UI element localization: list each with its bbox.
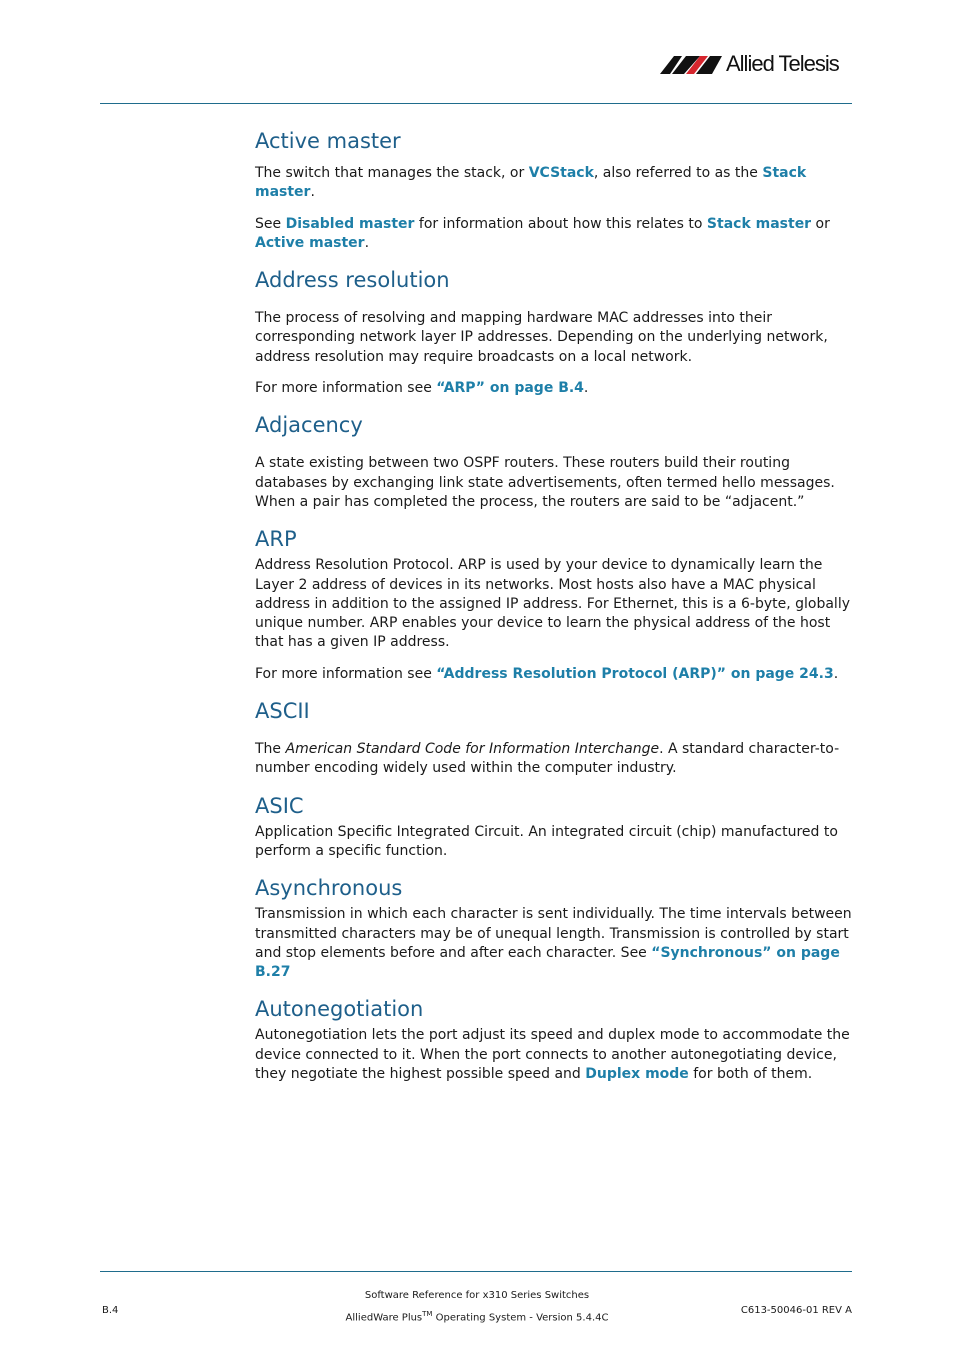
link-active-master[interactable]: Active master xyxy=(255,234,365,251)
paragraph xyxy=(255,665,855,684)
paragraph xyxy=(255,215,855,254)
text: For more information see xyxy=(255,380,437,397)
text: Operating System - Version 5.4.4C xyxy=(432,1312,609,1324)
paragraph xyxy=(255,905,855,982)
brand-name: Allied Telesis xyxy=(726,51,839,76)
link-stack-master[interactable]: Stack master xyxy=(255,165,807,201)
text: Autonegotiation lets the port adjust its speed and duplex mode to accommodate the device connected to it. When the port connects to another autonegotiating device, they negotiate the highest possible speed and xyxy=(255,1027,850,1083)
glossary-content xyxy=(255,126,855,1096)
brand-mark-icon xyxy=(660,54,722,74)
link-arp[interactable]: “ARP” on page B.4 xyxy=(436,380,584,397)
footer-doc-title: Software Reference for x310 Series Switches xyxy=(364,1290,590,1301)
paragraph: The process of resolving and mapping hardware MAC addresses into their corresponding network layer IP addresses. Depending on the underlying network, address resolution may require broadcasts on a local network. xyxy=(255,310,828,365)
text: for both of them. xyxy=(688,1066,813,1083)
paragraph xyxy=(255,379,855,398)
text: or xyxy=(811,215,830,232)
heading-arp: ARP xyxy=(255,527,297,552)
text: See xyxy=(255,215,286,232)
text: . A standard character-to-number encoding widely used within the computer industry. xyxy=(255,741,840,777)
trademark: TM xyxy=(422,1310,433,1318)
heading-active-master: Active master xyxy=(255,129,401,153)
text: The switch that manages the stack, or xyxy=(255,165,529,181)
header-rule xyxy=(100,103,852,104)
section-arp xyxy=(255,524,855,684)
paragraph xyxy=(255,164,855,203)
section-asic xyxy=(255,791,855,862)
heading-asynchronous: Asynchronous xyxy=(255,876,403,901)
text: , also referred to as the xyxy=(593,165,763,181)
link-vcstack[interactable]: VCStack xyxy=(528,165,594,181)
section-asynchronous xyxy=(255,873,855,982)
paragraph: A state existing between two OSPF routers. These routers build their routing databases by exchanging link state advertisements, often termed hello messages. When a pair has completed the process, the routers are said to be “adjacent.” xyxy=(255,455,835,510)
footer-rule xyxy=(100,1271,852,1272)
text: AlliedWare Plus xyxy=(345,1312,423,1324)
text: . xyxy=(310,184,315,201)
heading-asic: ASIC xyxy=(255,793,304,818)
paragraph xyxy=(255,1026,855,1084)
heading-ascii: ASCII xyxy=(255,699,310,724)
heading-address-resolution: Address resolution xyxy=(255,268,450,293)
link-duplex-mode[interactable]: Duplex mode xyxy=(585,1066,689,1083)
link-synchronous[interactable]: “Synchronous” on page B.27 xyxy=(255,944,840,981)
text: . xyxy=(364,234,370,251)
section-address-resolution xyxy=(255,265,855,398)
section-active-master xyxy=(255,126,855,253)
text: . xyxy=(583,380,589,397)
paragraph: Address Resolution Protocol. ARP is used by your device to dynamically learn the Layer 2 address of devices in its networks. Most hosts also have a MAC physical address in addition to the assigned IP address. For Ethernet, this is a 6-byte, globally unique number. ARP enables your device to learn the physical address of the host that has a given IP address. xyxy=(255,557,850,651)
text: for information about how this relates to xyxy=(414,215,707,232)
link-stack-master[interactable]: Stack master xyxy=(706,215,812,232)
heading-autonegotiation: Autonegotiation xyxy=(255,997,424,1022)
text: . xyxy=(833,665,839,682)
heading-adjacency: Adjacency xyxy=(255,413,363,438)
allied-telesis-logo xyxy=(660,50,855,78)
paragraph: Application Specific Integrated Circuit. An integrated circuit (chip) manufactured to perform a specific function. xyxy=(255,823,838,859)
paragraph xyxy=(255,740,855,779)
section-ascii xyxy=(255,696,855,779)
link-address-resolution-protocol[interactable]: “Address Resolution Protocol (ARP)” on page 24.3 xyxy=(436,665,834,682)
text: The xyxy=(255,741,286,758)
page-number: B.4 xyxy=(102,1305,119,1316)
document-id: C613-50046-01 REV A xyxy=(740,1305,852,1316)
text: For more information see xyxy=(255,665,437,682)
text: Transmission in which each character is sent individually. The time intervals between transmitted characters may be of unequal length. Transmission is controlled by start and stop elements before and after each character. See xyxy=(255,906,852,961)
section-adjacency xyxy=(255,410,855,512)
section-autonegotiation xyxy=(255,994,855,1084)
link-disabled-master[interactable]: Disabled master xyxy=(285,215,415,232)
text-italic: American Standard Code for Information Interchange xyxy=(285,741,660,758)
